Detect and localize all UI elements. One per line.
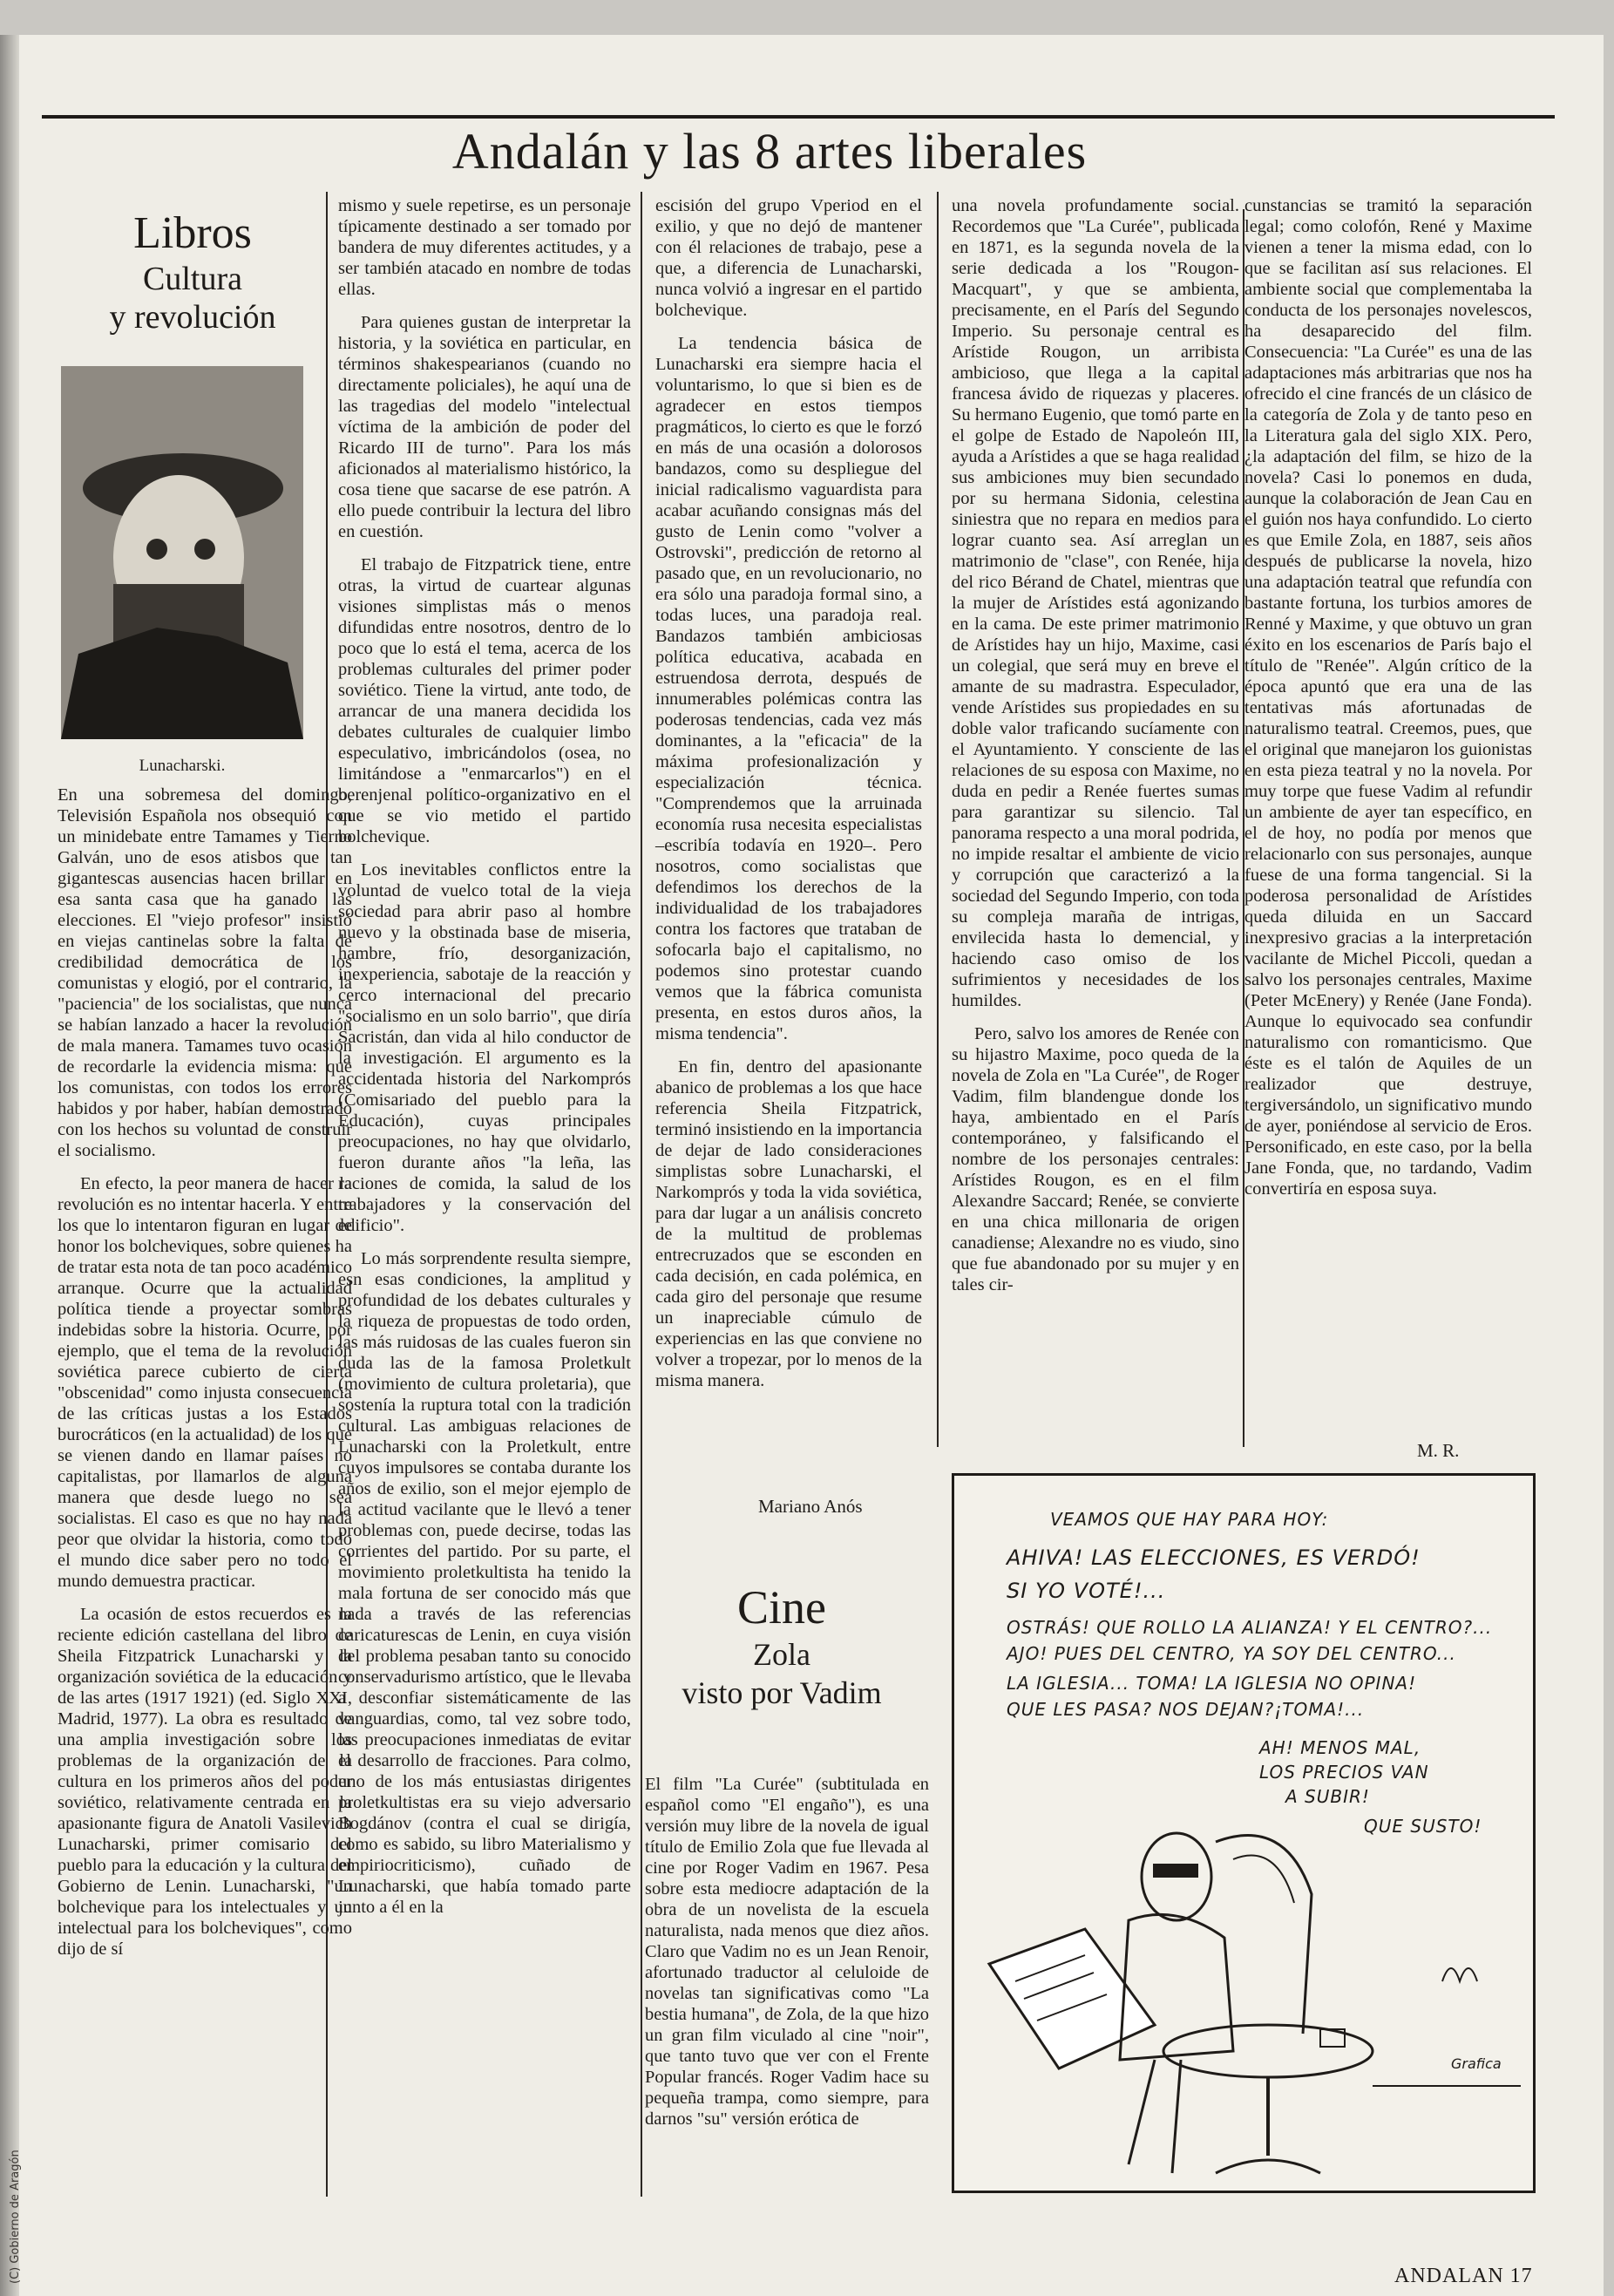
cine-heading xyxy=(640,1579,924,1712)
cartoon-text: LA IGLESIA... TOMA! LA IGLESIA NO OPINA! xyxy=(1007,1673,1417,1694)
cine-column-1 xyxy=(645,1774,929,2201)
cartoon-text: OSTRÁS! QUE ROLLO LA ALIANZA! Y EL CENTRO?... xyxy=(1007,1617,1493,1638)
cine-title: Cine xyxy=(737,1581,826,1634)
paragraph: una novela profundamente social. Recordemos que "La Curée", publicada en 1871, es la segunda novela de la serie dedicada a los "Rougon-Macquart", y que se ambienta, precisamente, en el París del Segundo Imperio. Su personaje central es Arístide Rougon, un arribista ambicioso, que llega a la capital francesa ávido de riquezas y placeres. Su hermano Eugenio, que tomó parte en el golpe de Estado de Napoleón III, ayuda a Arístides a que se haga realidad sus ambiciones muy bien secundado por su hermana Sidonia, celestina siniestra que no repara en medios para lograr cuanto sea. Así arreglan un matrimonio de "clase", con Renée, hija del rico Bérand de Chatel, mientras que la mujer de Arístides está agonizando en la cama. De este primer matrimonio de Arístides hay un hijo, Maxime, casi un colegial, que será muy en breve el amante de su madrastra. Especulador, vende Arístides sus propiedades en su doble valor traficando sucíamente con el Ayuntamiento. Y consciente de las relaciones de su esposa con Maxime, no duda en pedir a Renée fuertes sumas para garantizar su silencio. Tal panorama respecto a una moral podrida, no impide resaltar el ambiente de vicio y corrupción que caracterizó a la sociedad del Segundo Imperio, con toda su compleja maraña de intrigas, envilecida hasta lo demencial, y haciendo caso omiso de los sufrimientos y necesidades de los humildes. xyxy=(952,196,1239,1010)
cartoon-text: AJO! PUES DEL CENTRO, YA SOY DEL CENTRO... xyxy=(1007,1643,1456,1664)
cartoon-text: QUE LES PASA? NOS DEJAN?¡TOMA!... xyxy=(1007,1699,1365,1720)
libros-column-2 xyxy=(338,195,631,2191)
lunacharski-photo xyxy=(61,366,303,739)
cine-subtitle-2: visto por Vadim xyxy=(682,1675,882,1710)
paragraph: Para quienes gustan de interpretar la historia, y la soviética en particular, en términos shakespearianos (cuando no directamente policiales), he aquí una de las tragedias del modelo "intelectual víctima de la ambición de poder del Ricardo III de turno". Para los más aficionados al materialismo histórico, la cosa tiene que sacarse de ese patrón. A ello puede contribuir la lectura del libro en cuestión. xyxy=(338,313,631,541)
cine-signature: M. R. xyxy=(1417,1440,1460,1461)
cartoon-panel xyxy=(952,1473,1536,2193)
cartoon-artist-signature: Grafica xyxy=(1451,2055,1502,2072)
libros-title: Libros xyxy=(133,208,252,258)
libros-column-1 xyxy=(58,785,352,2197)
libros-heading xyxy=(49,207,336,336)
photo-caption: Lunacharski. xyxy=(139,757,226,775)
paragraph: En efecto, la peor manera de hacer la revolución es no intentar hacerla. Y entre los que lo intentaron figuran en lugar de honor los bolcheviques, sobre quienes ha de tratar esta nota de tan poco académico arranque. Ocurre que la actualidad política tiende a proyectar sombras indebidas sobre la historia. Ocurre, por ejemplo, que el tema de la revolución soviética parece cubierto de cierta "obscenidad" como injusta consecuencia de las críticas justas a los Estados burocráticos (en la actualidad) de los que se vienen dando en llamar países no capitalistas, por llamarlos de alguna manera que desde luego no sea socialistas. El caso es que no hay nada peor que olvidar la historia, como todo el mundo dice saber pero no todo el mundo demuestra practicar. xyxy=(58,1174,352,1591)
cartoon-text: QUE SUSTO! xyxy=(1364,1816,1482,1837)
section-title: Andalán y las 8 artes liberales xyxy=(451,123,1088,180)
paragraph: La tendencia básica de Lunacharski era siempre hacia el voluntarismo, lo que si bien es de agradecer en estos tiempos pragmáticos, lo cierto es que le forzó en más de una ocasión a dolorosos bandazos, como su despliegue del inicial radicalismo vaguardista para acabar acuñando consignas más del gusto de Lenin como "volver a Ostrovski", predicción de retorno al pasado que, en un revolucionario, no era sólo una paradoja formal sino, a todas luces, una paradoja real. Bandazos también ambiciosas política educativa, acabada en estruendosa derrota, después de innumerables polémicas contra las poderosas tendencias, cada vez más dominantes, a la "eficacia" de la máxima profesionalización y especialización técnica. "Comprendemos que la arruinada economía rusa necesita especialistas –escribía todavía en 1920–. Pero nosotros, como socialistas que defendimos los derechos de la individualidad de los trabajadores contra los factores que trataban de sofocarla bajo el capitalismo, no podemos sino protestar cuando vemos que la fábrica comunista presenta, en estos duros años, la misma tendencia". xyxy=(655,334,922,1043)
cartoon-text: AH! MENOS MAL, xyxy=(1259,1737,1421,1758)
libros-subtitle-2: y revolución xyxy=(109,299,276,336)
libros-column-3 xyxy=(655,195,922,1390)
cartoon-drawing xyxy=(954,1824,1533,2191)
cine-column-3 xyxy=(1244,195,1532,1433)
paragraph: Pero, salvo los amores de Renée con su hijastro Maxime, poco queda de la novela de Zola en "La Curée", de Roger Vadim, film blandengue donde los haya, ambientado en el París contemporáneo, y falsificando el nombre de los personajes centrales: Arístides Rougon, es en el film Alexandre Saccard; Renée, se convierte en una chica millonaria de origen canadiense; Alexandre no es viudo, sino que fue abandonado por su mujer y en tales cir- xyxy=(952,1024,1239,1294)
cartoon-text: LOS PRECIOS VAN xyxy=(1259,1762,1429,1783)
paragraph: En fin, dentro del apasionante abanico de problemas a los que hace referencia Sheila Fitzpatrick, terminó insistiendo en la importancia de dejar de lado consideraciones simplistas sobre Lunacharski, el Narkomprós y toda la vida soviética, para dar lugar a un análisis concreto de la multitud de problemas entrecruzados que se esconden en cada decisión, en cada polémica, en cada giro del personaje que resume un inapreciable cúmulo de experiencias en las que conviene no volver a tropezar, por lo menos de la misma manera. xyxy=(655,1057,922,1390)
cartoon-text: AHIVA! LAS ELECCIONES, ES VERDÓ! xyxy=(1007,1545,1421,1570)
libros-subtitle-1: Cultura xyxy=(143,261,242,297)
page-footer: ANDALAN 17 xyxy=(1394,2265,1533,2287)
cartoon-text: A SUBIR! xyxy=(1285,1786,1370,1807)
paragraph: Los inevitables conflictos entre la voluntad de vuelco total de la vieja sociedad para abrir paso al hombre nuevo y la obstinada base de miseria, hambre, frío, desorganización, inexperiencia, sabotaje de la reacción y cerco internacional del precario "socialismo en un solo barrio", que diría Sacristán, dan vida al hilo conductor de la investigación. El argumento es la accidentada historia del Narkomprós (Comisariado del pueblo para la Educación), cuyas principales preocupaciones, no hay que olvidarlo, fueron durante años "la leña, las raciones de comida, la salud de los trabajadores y la conservación del edificio". xyxy=(338,860,631,1235)
header-rule xyxy=(42,115,1555,119)
column-divider xyxy=(641,192,642,2197)
paragraph: mismo y suele repetirse, es un personaje típicamente destinado a ser tomado por bandera de muy diferentes actitudes, y a ser también atacado en nombre de todas ellas. xyxy=(338,196,631,299)
paragraph: La ocasión de estos recuerdos es la reciente edición castellana del libro de Sheila Fitzpatrick Lunacharski y la organización soviética de la educación y de las artes (1917 1921) (ed. Siglo XXI, Madrid, 1977). La obra es resultado de una amplia investigación sobre los problemas de la organización de la cultura en los primeros años del poder soviético, relativamente centrada en la apasionante figura de Anatoli Vasilevich Lunacharski, primer comisario del pueblo para la educación y la cultura del Gobierno de Lenin. Lunacharski, "un bolchevique para los intelectuales y un intelectual para los bolcheviques", como dijo de sí xyxy=(58,1605,352,1959)
cine-subtitle-1: Zola xyxy=(753,1637,810,1672)
paragraph: escisión del grupo Vperiod en el exilio, y que no dejó de mantener con él relaciones de trabajo, pese a que, a diferencia de Lunacharski, nunca volvió a ingresar en el partido bolchevique. xyxy=(655,196,922,320)
libros-signature: Mariano Anós xyxy=(758,1496,863,1517)
page-binding-edge xyxy=(0,35,19,2296)
cartoon-text: VEAMOS QUE HAY PARA HOY: xyxy=(1050,1509,1329,1530)
paragraph: El trabajo de Fitzpatrick tiene, entre otras, la virtud de cuartear algunas visiones simplistas más o menos difundidas entre nosotros, dentro de lo poco que lo está el tema, acerca de los problemas culturales del primer poder soviético. Tiene la virtud, ante todo, de arrancar de una manera decidida los debates culturales de cualquier limbo especulativo, imbricándolos (osea, no limitándose a "enmarcarlos") en el berenjenal político-organizativo en el que se vio metido el partido bolchevique. xyxy=(338,555,631,846)
cartoon-text: SI YO VOTÉ!... xyxy=(1007,1579,1166,1603)
paragraph: El film "La Curée" (subtitulada en español como "El engaño"), es una versión muy libre de la novela de igual título de Emilio Zola que fue llevada al cine por Roger Vadim en 1967. Pesa sobre esta mediocre adaptación de la obra de un novelista de la escuela naturalista, nada menos que diez años. Claro que Vadim no es un Jean Renoir, afortunado traductor al celuloide de novelas tan significativas como "La bestia humana", de Zola, de la que hizo un gran film viculado al cine "noir", que tanto tuvo que ver con el Frente Popular francés. Roger Vadim hace su pequeña trampa, como siempre, para darnos "su" versión erótica de xyxy=(645,1775,929,2129)
paragraph: En una sobremesa del domingo, Televisión Española nos obsequió con un minidebate entre Tamames y Tierno Galván, uno de esos atisbos que tan gigantescas ausencias hacen brillar en esa santa casa que ha ganado las elecciones. El "viejo profesor" insistió en viejas cantinelas sobre la falta de credibilidad democrática de los comunistas y elogió, por el contrario, la "paciencia" de los socialistas, que nunca se habían lanzado a hacer la revolución de mala manera. Tamames tuvo ocasión de recordarle la evidencia misma: que los comunistas, con todos los errores habidos y por haber, habían demostrado con los hechos su voluntad de construir el socialismo. xyxy=(58,785,352,1160)
paragraph: Lo más sorprendente resulta siempre, esn esas condiciones, la amplitud y profundidad de los debates culturales y la riqueza de propuestas de todo orden, las más ruidosas de las cuales fueron sin duda las de la famosa Proletkult (movimiento de cultura proletaria), que sostenía la ruptura total con la tradición cultural. Las ambiguas relaciones de Lunacharski con la Proletkult, entre cuyos impulsores se contaba durante los años de exilio, son el mejor ejemplo de la actitud vacilante que le llevó a tener problemas con, puede decirse, todas las corrientes del partido. Por su parte, el movimiento proletkultista ha tenido la mala fortuna de ser conocido más que nada a través de las referencias caricaturescas de Lenin, en cuya visión del problema pesaban tanto su conocido conservadurismo artístico, que le llevaba a desconfiar sistemáticamente de las vanguardias, como, tal vez sobre todo, las preocupaciones inmediatas de evitar el desarrollo de fracciones. Para colmo, uno de los más entusiastas dirigentes proletkultistas era su viejo adversario Bogdánov (contra el cual se dirigía, como es sabido, su libro Materialismo y empiriocriticismo), cuñado de Lunacharski, que había tomado parte junto a él en la xyxy=(338,1249,631,1917)
column-divider xyxy=(937,192,939,1447)
paragraph: cunstancias se tramitó la separación legal; como colofón, René y Maxime vienen a tener la misma edad, con lo que se facilitan así sus relaciones. El ambiente social que complementaba la conducta de los personajes novelescos, ha desaparecido del film. Consecuencia: "La Curée" es una de las adaptaciones más arbitrarias que nos ha ofrecido el cine francés de un clásico de la categoría de Zola y de tanto peso en la Literatura gala del siglo XIX. Pero, ¿la adaptación del film, se hizo de la novela? Casi lo ponemos en duda, aunque la colaboración de Jean Cau en el guión nos haya confundido. Lo cierto es que Emile Zola, en 1887, seis años después de publicarse la novela, hizo una adaptación teatral que refundía con bastante fortuna, los turbios amores de Renné y Maxime, y que obtuvo un gran éxito en los escenarios de París bajo el título de "Renée". Algún crítico de la época apuntó que era una de las tentativas más afortunadas de naturalismo teatral. Creemos, pues, que el original que manejaron los guionistas en esta pieza teatral y no la novela. Por muy torpe que fuese Vadim al refundir un ambiente de ayer tan específico, en el de hoy, no podía por menos que relacionarlo con sus personajes, aunque fuese de una forma tangencial. Si la poderosa personalidad de Arístides queda diluida en un Saccard inexpresivo gracias a la interpretación vacilante de Michel Piccoli, quedan a salvo los personajes centrales, Maxime (Peter McEnery) y Renée (Jane Fonda). Aunque lo equivocado sea confundir naturalismo con romanticismo. Que éste es el talón de Aquiles de un realizador que destruye, tergiversándolo, un significativo mundo de ayer, poniéndose al servicio de Eros. Personificado, en este caso, por la bella Jane Fonda, que, no tardando, Vadim convertiría en esposa suya. xyxy=(1244,196,1532,1199)
archive-credit: (C) Gobierno de Aragón xyxy=(9,2150,22,2284)
cine-column-2 xyxy=(952,195,1239,1433)
